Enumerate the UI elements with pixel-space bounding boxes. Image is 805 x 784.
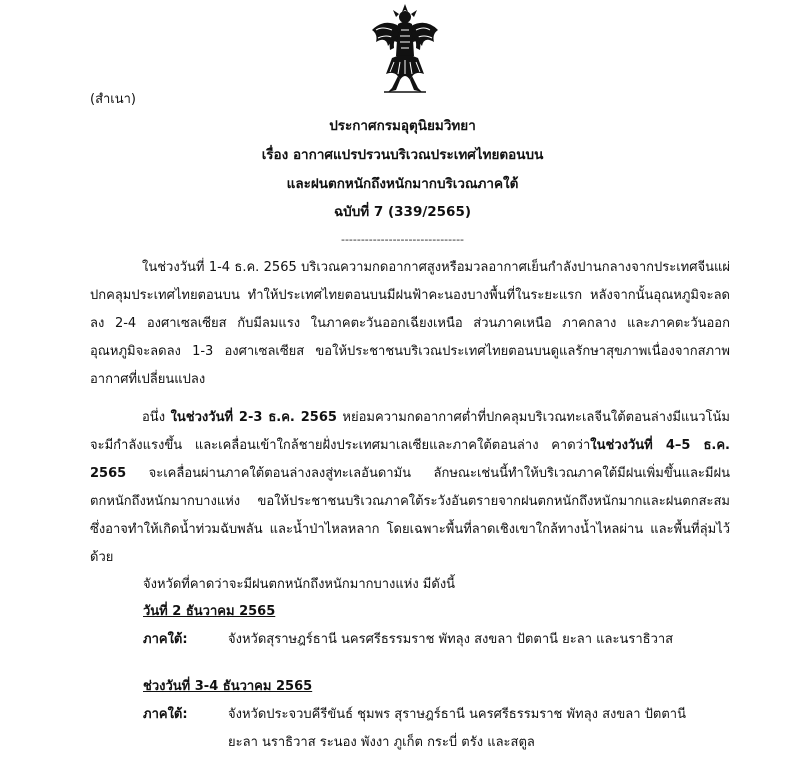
- paragraph-2-text-c: จะเคลื่อนผ่านภาคใต้ตอนล่างลงสู่ทะเลอันดามัน ลักษณะเช่นนี้ทำให้บริเวณภาคใต้มีฝนเพิ่มขึ้นและมีฝนตกหนักถึงหนักมากบางแห่ง ขอให้ประชาชนบริเวณภาคใต้ระวังอันตรายจากฝนตกหนักถึงหนักมากและฝนตกสะสมซึ่งอาจทำให้เกิดน้ำท่วมฉับพลัน และน้ำป่าไหลหลาก โดยเฉพาะพื้นที่ลาดเชิงเขาใกล้ทางน้ำไหลผ่าน และพื้นที่ลุ่มไว้ด้วย: [90, 466, 730, 565]
- day-2-provinces-line-1: จังหวัดประจวบคีรีขันธ์ ชุมพร สุราษฎร์ธานี นครศรีธรรมราช พัทลุง สงขลา ปัตตานี: [228, 707, 686, 722]
- day-1-provinces: จังหวัดสุราษฎร์ธานี นครศรีธรรมราช พัทลุง สงขลา ปัตตานี ยะลา และนราธิวาส: [228, 632, 674, 647]
- paragraph-2-text-a: อนึ่ง: [142, 410, 171, 425]
- province-list-intro: จังหวัดที่คาดว่าจะมีฝนตกหนักถึงหนักมากบางแห่ง มีดังนี้: [143, 577, 456, 592]
- paragraph-2-date-range-1: ในช่วงวันที่ 2-3 ธ.ค. 2565: [170, 410, 337, 425]
- divider: -------------------------------: [340, 233, 465, 246]
- day-2-heading: ช่วงวันที่ 3-4 ธันวาคม 2565: [143, 679, 313, 694]
- garuda-emblem-icon: [366, 0, 444, 96]
- day-2-region-label: ภาคใต้:: [143, 707, 188, 722]
- title-subject: เรื่อง อากาศแปรปรวนบริเวณประเทศไทยตอนบน: [261, 147, 544, 163]
- paragraph-2-date-range-2: ในช่วงวันที่ 4–5 ธ.ค. 2565: [90, 438, 730, 481]
- day-2-provinces-line-2: ยะลา นราธิวาส ระนอง พังงา ภูเก็ต กระบี่ ตรัง และสตูล: [228, 735, 535, 750]
- paragraph-2-text-b: หย่อมความกดอากาศต่ำที่ปกคลุมบริเวณทะเลจีนใต้ตอนล่างมีแนวโน้มจะมีกำลังแรงขึ้น และเคลื่อนเข้าใกล้ชายฝั่งประเทศมาเลเซียและภาคใต้ตอนล่าง คาดว่า: [90, 410, 730, 453]
- day-1-region-label: ภาคใต้:: [143, 632, 188, 647]
- title-issue-number: ฉบับที่ 7 (339/2565): [333, 204, 472, 220]
- title-agency: ประกาศกรมอุตุนิยมวิทยา: [329, 118, 476, 134]
- copy-mark: (สำเนา): [90, 92, 137, 107]
- paragraph-1-text: ในช่วงวันที่ 1-4 ธ.ค. 2565 บริเวณความกดอากาศสูงหรือมวลอากาศเย็นกำลังปานกลางจากประเทศจีนแผ่ปกคลุมประเทศไทยตอนบน ทำให้ประเทศไทยตอนบนมีฝนฟ้าคะนองบางพื้นที่ในระยะแรก หลังจากนั้นอุณหภูมิจะลดลง 2-4 องศาเซลเซียส กับมีลมแรง ในภาคตะวันออกเฉียงเหนือ ส่วนภาคเหนือ ภาคกลาง และภาคตะวันออกอุณหภูมิจะลดลง 1-3 องศาเซลเซียส ขอให้ประชาชนบริเวณประเทศไทยตอนบนดูแลรักษาสุขภาพเนื่องจากสภาพอากาศที่เปลี่ยนแปลง: [90, 260, 730, 387]
- day-1-heading: วันที่ 2 ธันวาคม 2565: [143, 604, 276, 619]
- title-subject-cont: และฝนตกหนักถึงหนักมากบริเวณภาคใต้: [286, 176, 519, 192]
- paragraph-2: [90, 404, 730, 572]
- paragraph-1: [90, 254, 730, 394]
